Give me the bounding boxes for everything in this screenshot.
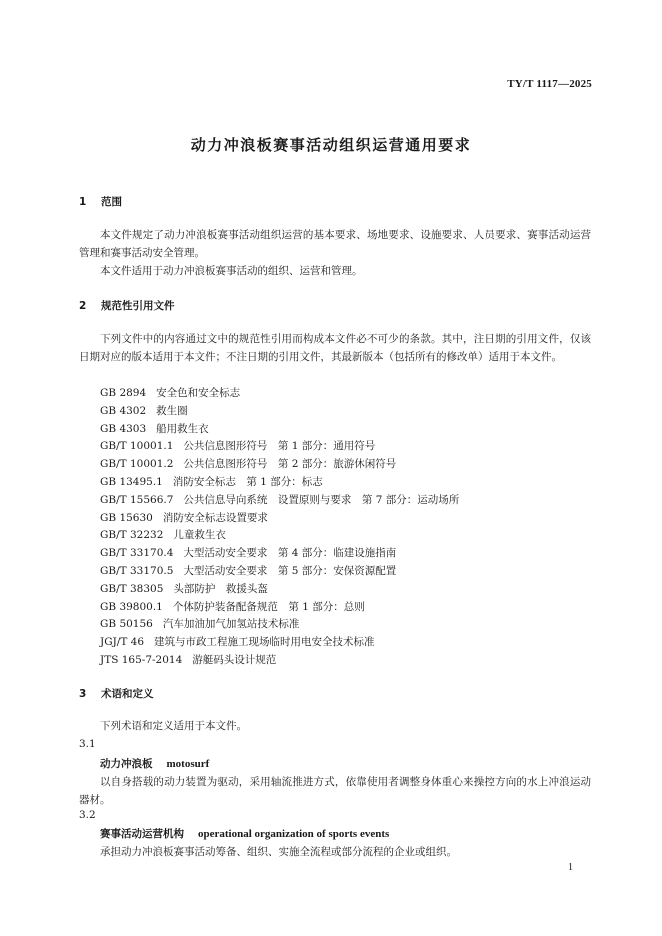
- reference-title: 消防安全标志 第 1 部分：标志: [172, 476, 323, 488]
- term-english: motosurf: [166, 758, 210, 770]
- term-entry: [100, 826, 389, 841]
- reference-item: [100, 581, 268, 596]
- reference-item: [100, 456, 396, 471]
- term-number: 3.1: [79, 738, 96, 750]
- term-english: operational organization of sports events: [198, 828, 390, 840]
- reference-code: GB 39800.1: [100, 600, 163, 613]
- reference-code: JGJ/T 46: [100, 636, 145, 649]
- reference-title: 公共信息图形符号 第 1 部分：通用符号: [183, 440, 376, 453]
- reference-code: GB 15630: [100, 511, 153, 524]
- reference-code: GB/T 10001.2: [100, 458, 174, 471]
- reference-item: [100, 385, 240, 400]
- reference-title: 汽车加油加气加氢站技术标准: [162, 618, 300, 631]
- term-number: 3.2: [79, 809, 96, 821]
- reference-title: 建筑与市政工程施工现场临时用电安全技术标准: [154, 636, 375, 649]
- reference-item: [100, 421, 209, 436]
- reference-title: 救生圈: [156, 404, 188, 417]
- reference-code: GB/T 33170.4: [100, 547, 174, 560]
- section-number: 3: [79, 688, 87, 700]
- reference-title: 船用救生衣: [156, 422, 209, 435]
- reference-item: [100, 438, 375, 453]
- term-definition: 以自身搭载的动力装置为驱动，采用轴流推进方式，依靠使用者调整身体重心来操控方向的水上冲浪运动器材。: [79, 776, 591, 806]
- section-2-heading: [79, 298, 175, 313]
- reference-title: 大型活动安全要求 第 4 部分：临建设施指南: [183, 547, 397, 560]
- scope-paragraph-1: 本文件规定了动力冲浪板赛事活动组织运营的基本要求、场地要求、设施要求、人员要求、赛事活动运营管理和赛事活动安全管理。: [79, 229, 591, 259]
- term-chinese: 赛事活动运营机构: [100, 828, 184, 840]
- normative-intro: 下列文件中的内容通过文中的规范性引用而构成本文件必不可少的条款。其中，注日期的引用文件，仅该日期对应的版本适用于本文件；不注日期的引用文件，其最新版本（包括所有的修改单）适用于本文件。: [79, 333, 591, 363]
- reference-code: GB 4303: [100, 422, 147, 435]
- reference-title: 大型活动安全要求 第 5 部分：安保资源配置: [183, 565, 397, 577]
- reference-item: [100, 403, 188, 418]
- reference-title: 个体防护装备配备规范 第 1 部分：总则: [172, 600, 365, 613]
- reference-item: [100, 545, 396, 560]
- reference-code: GB/T 33170.5: [100, 565, 174, 577]
- reference-title: 公共信息导向系统 设置原则与要求 第 7 部分：运动场所: [183, 493, 460, 506]
- reference-item: [100, 563, 396, 578]
- reference-code: GB 4302: [100, 404, 147, 417]
- reference-code: GB/T 10001.1: [100, 440, 174, 453]
- section-number: 2: [79, 300, 87, 312]
- reference-title: 儿童救生衣: [173, 529, 226, 542]
- reference-title: 安全色和安全标志: [156, 387, 241, 399]
- section-1-heading: [79, 194, 122, 209]
- reference-title: 消防安全标志设置要求: [162, 511, 268, 524]
- term-definition: 承担动力冲浪板赛事活动筹备、组织、实施全流程或部分流程的企业或组织。: [100, 846, 457, 858]
- reference-item: [100, 492, 459, 507]
- reference-code: GB/T 15566.7: [100, 493, 174, 506]
- section-number: 1: [79, 196, 87, 208]
- reference-item: [100, 616, 299, 631]
- terms-intro: 下列术语和定义适用于本文件。: [100, 720, 247, 732]
- reference-code: GB 13495.1: [100, 476, 163, 488]
- reference-item: [100, 510, 268, 525]
- scope-paragraph-2: 本文件适用于动力冲浪板赛事活动的组织、运营和管理。: [100, 265, 363, 277]
- section-3-heading: [79, 686, 154, 701]
- reference-code: GB 2894: [100, 387, 147, 399]
- standard-number: TY/T 1117—2025: [507, 78, 592, 90]
- reference-code: GB/T 32232: [100, 529, 164, 542]
- reference-title: 游艇码头设计规范: [192, 654, 277, 666]
- reference-code: GB/T 38305: [100, 582, 164, 595]
- reference-title: 公共信息图形符号 第 2 部分：旅游休闲符号: [183, 458, 397, 471]
- reference-item: [100, 599, 365, 614]
- reference-item: [100, 474, 323, 489]
- reference-item: [100, 634, 375, 649]
- reference-item: [100, 527, 226, 542]
- term-chinese: 动力冲浪板: [100, 758, 153, 770]
- document-title: 动力冲浪板赛事活动组织运营通用要求: [190, 136, 472, 154]
- section-title: 范围: [101, 196, 122, 208]
- section-title: 规范性引用文件: [101, 300, 175, 312]
- reference-code: JTS 165-7-2014: [100, 654, 183, 666]
- section-title: 术语和定义: [101, 688, 154, 700]
- reference-title: 头部防护 救援头盔: [173, 582, 268, 595]
- reference-item: [100, 652, 276, 667]
- term-entry: [100, 756, 209, 771]
- page-number: 1: [568, 862, 573, 873]
- reference-code: GB 50156: [100, 618, 153, 631]
